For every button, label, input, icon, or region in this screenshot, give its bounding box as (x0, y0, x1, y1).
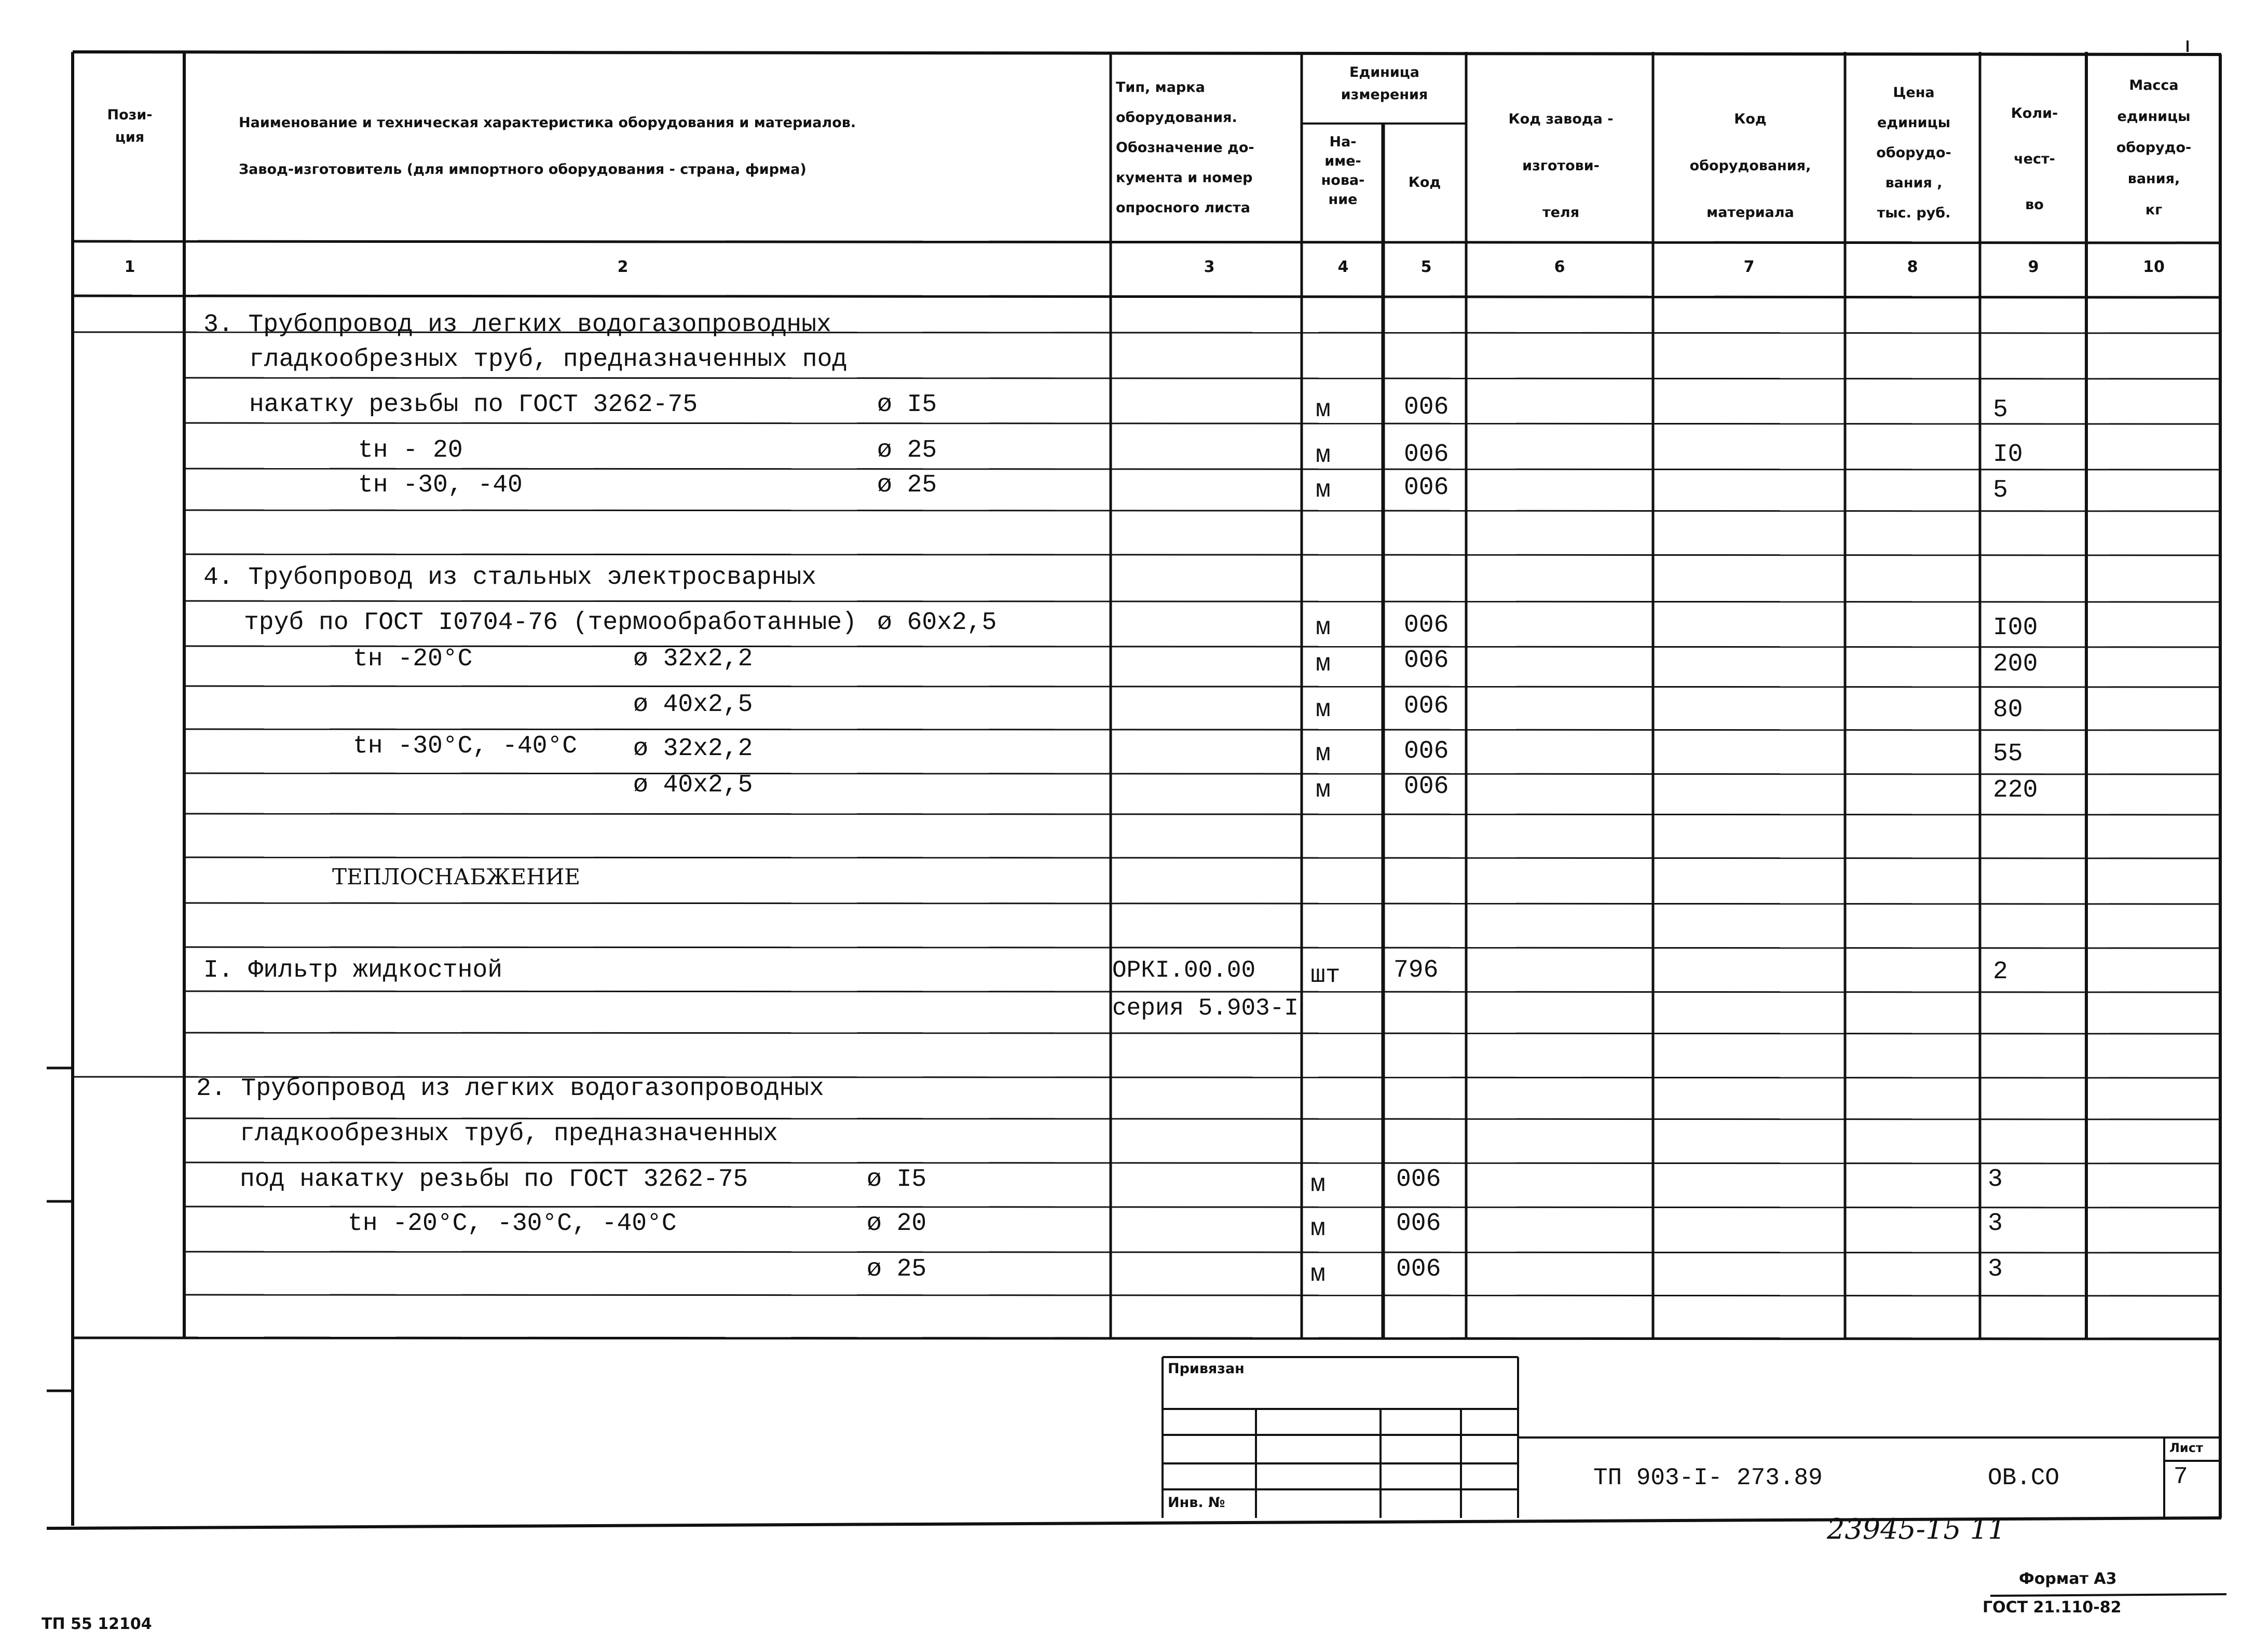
header-text: измерения (1341, 87, 1428, 103)
item-desc: гладкообрезных труб, предназначенных (240, 1120, 778, 1148)
header-text: Коли- (2011, 105, 2058, 121)
column-number: 8 (1907, 258, 1918, 276)
unit-code: 006 (1404, 611, 1449, 639)
header-price (1848, 78, 1980, 228)
header-text: во (2025, 197, 2044, 213)
header-text: Цена (1893, 85, 1935, 101)
header-text: единицы (2117, 108, 2191, 125)
unit-code: 006 (1404, 647, 1449, 675)
unit-name: м (1310, 1215, 1326, 1243)
diameter: ø 32x2,2 (633, 735, 753, 763)
header-text: кг (2145, 202, 2163, 218)
sheet-number: 7 (2174, 1463, 2188, 1490)
unit-code: 006 (1404, 393, 1449, 421)
header-text: единицы (1877, 115, 1951, 131)
header-text: оборудо- (2116, 140, 2192, 156)
format-label: Формат А3 (2019, 1570, 2117, 1588)
header-name (239, 100, 856, 193)
unit-name: м (1316, 614, 1331, 642)
sheet-mark: ОВ.СО (1988, 1464, 2060, 1491)
header-text: Завод-изготовитель (для импортного оборудования - страна, фирма) (239, 161, 807, 177)
header-text: вания , (1885, 175, 1943, 191)
header-text: Пози- (107, 107, 153, 123)
column-number: 9 (2028, 258, 2039, 276)
header-text: вания, (2127, 171, 2180, 187)
unit-code: 796 (1393, 956, 1439, 984)
unit-code: 006 (1396, 1166, 1441, 1194)
temperature: tн -20°С (353, 645, 473, 673)
quantity: 220 (1993, 776, 2038, 804)
diameter: ø 40x2,5 (633, 691, 753, 719)
header-text: оборудования, (1689, 158, 1811, 174)
item-title: 4. Трубопровод из стальных электросварных (203, 564, 816, 592)
unit-name: м (1316, 396, 1331, 424)
header-text: теля (1542, 204, 1580, 221)
header-quantity (1983, 91, 2086, 228)
header-text: кумента и номер (1116, 170, 1253, 186)
temperature: tн -20°С, -30°С, -40°С (348, 1210, 677, 1238)
quantity: 5 (1993, 476, 2008, 504)
quantity: 3 (1988, 1255, 2003, 1283)
unit-name: м (1310, 1261, 1326, 1289)
diameter: ø I5 (867, 1166, 927, 1194)
unit-code: 006 (1396, 1255, 1441, 1283)
header-text: оборудо- (1876, 145, 1951, 161)
quantity: 3 (1988, 1210, 2003, 1238)
item-title: 2. Трубопровод из легких водогазопроводных (196, 1075, 824, 1103)
header-text: материала (1706, 204, 1794, 221)
diameter: ø 25 (867, 1255, 927, 1283)
stamp-attached-label: Привязан (1168, 1361, 1245, 1377)
item-title: I. Фильтр жидкостной (203, 956, 503, 984)
diameter: ø I5 (877, 391, 937, 419)
unit-name: шт (1310, 962, 1341, 990)
unit-code: 006 (1404, 474, 1449, 502)
header-text: Тип, марка (1116, 79, 1205, 95)
header-unit-code: Код (1408, 174, 1441, 190)
unit-name: м (1316, 650, 1331, 678)
column-number: 3 (1204, 258, 1215, 276)
column-number: 1 (124, 258, 135, 276)
header-text: Код завода - (1508, 111, 1614, 127)
column-number: 4 (1337, 258, 1349, 276)
column-number: 5 (1420, 258, 1432, 276)
unit-code: 006 (1404, 737, 1449, 765)
header-text: ция (115, 129, 145, 145)
diameter: ø 25 (877, 436, 937, 464)
header-factory-code (1469, 96, 1653, 236)
quantity: I0 (1993, 441, 2023, 469)
item-title: 3. Трубопровод из легких водогазопроводных (203, 311, 831, 339)
item-desc: накатку резьбы по ГОСТ 3262-75 (249, 391, 698, 419)
section-heading: ТЕПЛОСНАБЖЕНИЕ (332, 864, 580, 889)
diameter: ø 25 (877, 471, 937, 499)
quantity: 2 (1993, 958, 2008, 986)
diameter: ø 40x2,5 (633, 771, 753, 799)
unit-name: м (1316, 696, 1331, 724)
temperature: tн - 20 (358, 436, 463, 464)
header-text: На- (1329, 134, 1357, 150)
stamp-inventory-label: Инв. № (1168, 1495, 1225, 1511)
header-text: Обозначение до- (1116, 140, 1254, 156)
quantity: 55 (1993, 740, 2023, 768)
column-number: 10 (2143, 258, 2165, 276)
item-desc: гладкообрезных труб, предназначенных под (249, 346, 848, 374)
header-mass (2089, 70, 2219, 226)
header-text: тыс. руб. (1877, 205, 1951, 221)
header-unit-name (1303, 132, 1383, 209)
column-number: 6 (1554, 258, 1565, 276)
diameter: ø 60x2,5 (877, 609, 997, 637)
unit-code: 006 (1396, 1210, 1441, 1238)
unit-name: м (1316, 442, 1331, 470)
header-position (99, 104, 161, 148)
header-text: Единица (1349, 64, 1419, 80)
column-number: 2 (617, 258, 629, 276)
quantity: 200 (1993, 650, 2038, 678)
header-text: Наименование и техническая характеристика оборудования и материалов. (239, 115, 856, 131)
tp-label: ТП 55 12104 (42, 1615, 152, 1633)
temperature: tн -30°С, -40°С (353, 732, 578, 760)
header-equipment-code (1656, 96, 1845, 236)
unit-code: 006 (1404, 773, 1449, 801)
unit-code: 006 (1404, 692, 1449, 720)
header-text: ние (1328, 191, 1358, 208)
quantity: 3 (1988, 1166, 2003, 1194)
column-number: 7 (1743, 258, 1755, 276)
unit-name: м (1316, 740, 1331, 768)
header-text: Код (1734, 111, 1767, 127)
item-desc: под накатку резьбы по ГОСТ 3262-75 (240, 1166, 748, 1194)
quantity: 5 (1993, 396, 2008, 424)
item-desc: труб по ГОСТ I0704-76 (термообработанные) (244, 609, 857, 637)
header-text: оборудования. (1116, 109, 1237, 126)
unit-name: м (1316, 476, 1331, 504)
header-type (1116, 73, 1300, 223)
unit-code: 006 (1404, 441, 1449, 469)
header-text: Масса (2129, 77, 2179, 93)
type-mark: ОРКI.00.00 (1112, 957, 1256, 984)
temperature: tн -30, -40 (358, 471, 523, 499)
document-code: ТП 903-I- 273.89 (1593, 1464, 1823, 1491)
header-text: изготови- (1522, 158, 1600, 174)
header-text: нова- (1321, 172, 1365, 188)
quantity: I00 (1993, 614, 2038, 642)
quantity: 80 (1993, 696, 2023, 724)
gost-label: ГОСТ 21.110-82 (1983, 1598, 2122, 1617)
header-unit-group (1303, 61, 1466, 106)
type-series: серия 5.903-I (1112, 995, 1299, 1022)
handwritten-number: 23945-15 11 (1827, 1513, 2006, 1545)
sheet-label: Лист (2169, 1441, 2203, 1455)
header-text: опросного листа (1116, 200, 1250, 216)
header-text: чест- (2014, 151, 2055, 167)
unit-name: м (1310, 1171, 1326, 1199)
diameter: ø 20 (867, 1210, 927, 1238)
diameter: ø 32x2,2 (633, 645, 753, 673)
unit-name: м (1316, 776, 1331, 804)
header-text: име- (1324, 153, 1361, 169)
